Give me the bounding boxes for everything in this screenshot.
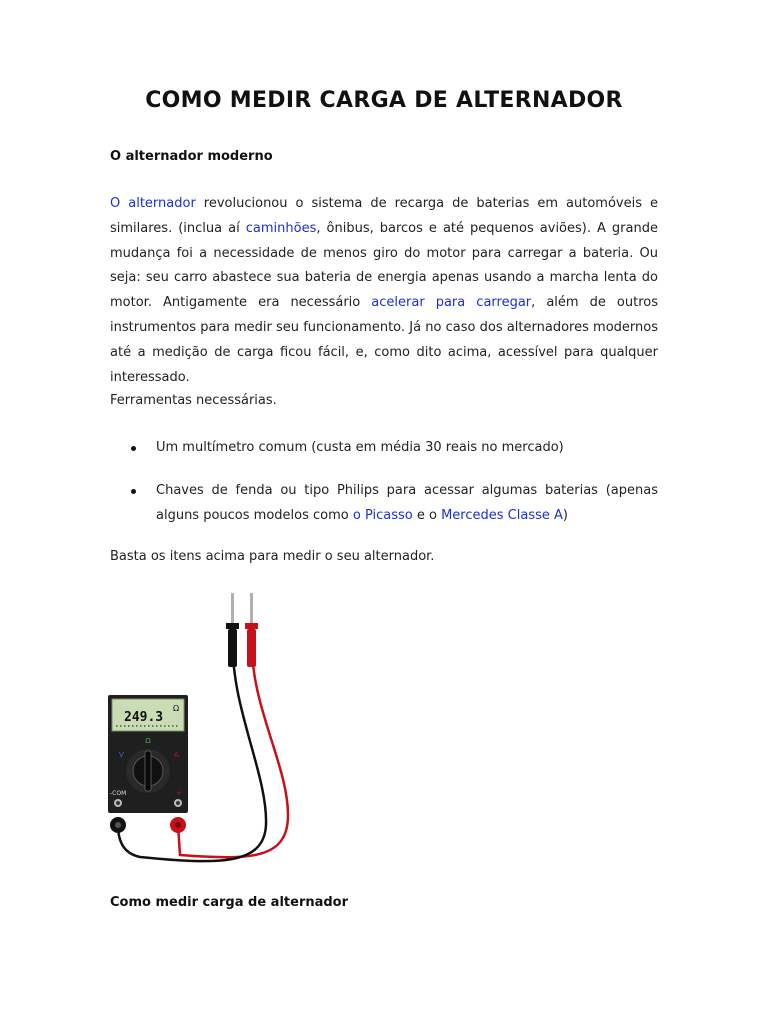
multimeter-illustration (100, 585, 320, 870)
bullet-text-2 (156, 483, 658, 523)
com-label: -COM (110, 790, 127, 797)
red-probe-handle (247, 629, 256, 667)
text-run: Chaves de fenda ou tipo Philips para acessar algumas baterias (apenas alguns poucos modelos como (156, 482, 658, 523)
red-lead-wire (178, 640, 288, 857)
tools-heading: Ferramentas necessárias. (110, 393, 277, 408)
red-probe-tip (250, 593, 253, 627)
text-run: Um multímetro comum (custa em média 30 reais no mercado) (156, 440, 564, 455)
hyperlink[interactable]: o Picasso (352, 507, 413, 523)
intro-paragraph (110, 192, 658, 390)
voltage-label: V (119, 751, 124, 759)
hyperlink[interactable]: O alternador (110, 196, 196, 211)
list-item (110, 479, 658, 529)
bullet-icon (131, 446, 136, 451)
dial-unit-label: Ω (145, 737, 151, 745)
text-run: , ônibus, barcos e até pequenos aviões). A grande mudança foi a necessidade de menos giro do motor para carregar a bateria. Ou seja: seu carro abastece sua bateria de energia apenas usando a marcha lenta do motor. Antigamente era necessário (110, 220, 658, 311)
hyperlink[interactable]: caminhões (245, 220, 317, 236)
figure-caption: Como medir carga de alternador (110, 895, 349, 910)
display-value: 249.3 (124, 710, 164, 725)
black-probe-tip (231, 593, 234, 627)
section-heading: O alternador moderno (110, 149, 273, 164)
dial-pointer (145, 751, 151, 791)
plus-label: + (176, 789, 182, 797)
display-unit: Ω (173, 704, 180, 713)
hyperlink[interactable]: acelerar para carregar (371, 295, 532, 311)
text-run: revolucionou o sistema de recarga de baterias em automóveis e similares. (inclua aí (110, 196, 659, 236)
amperage-label: A (174, 751, 179, 759)
text-run: , além de outros instrumentos para medir seu funcionamento. Já no caso dos alternadores modernos até a medição de carga ficou fácil, e, como dito acima, acessível para qualquer interessado. (110, 295, 658, 385)
closing-sentence: Basta os itens acima para medir o seu alternador. (110, 549, 435, 564)
bullet-text-1 (156, 440, 564, 455)
tools-list (110, 436, 658, 528)
page-title: COMO MEDIR CARGA DE ALTERNADOR (145, 88, 623, 113)
black-probe-guard (226, 623, 239, 629)
hyperlink[interactable]: Mercedes Classe A (441, 507, 563, 523)
black-probe-handle (228, 629, 237, 667)
bullet-icon (131, 489, 136, 494)
text-run: e o (412, 507, 442, 523)
list-item (110, 436, 658, 461)
red-probe-guard (245, 623, 258, 629)
text-run: ) (562, 507, 568, 523)
